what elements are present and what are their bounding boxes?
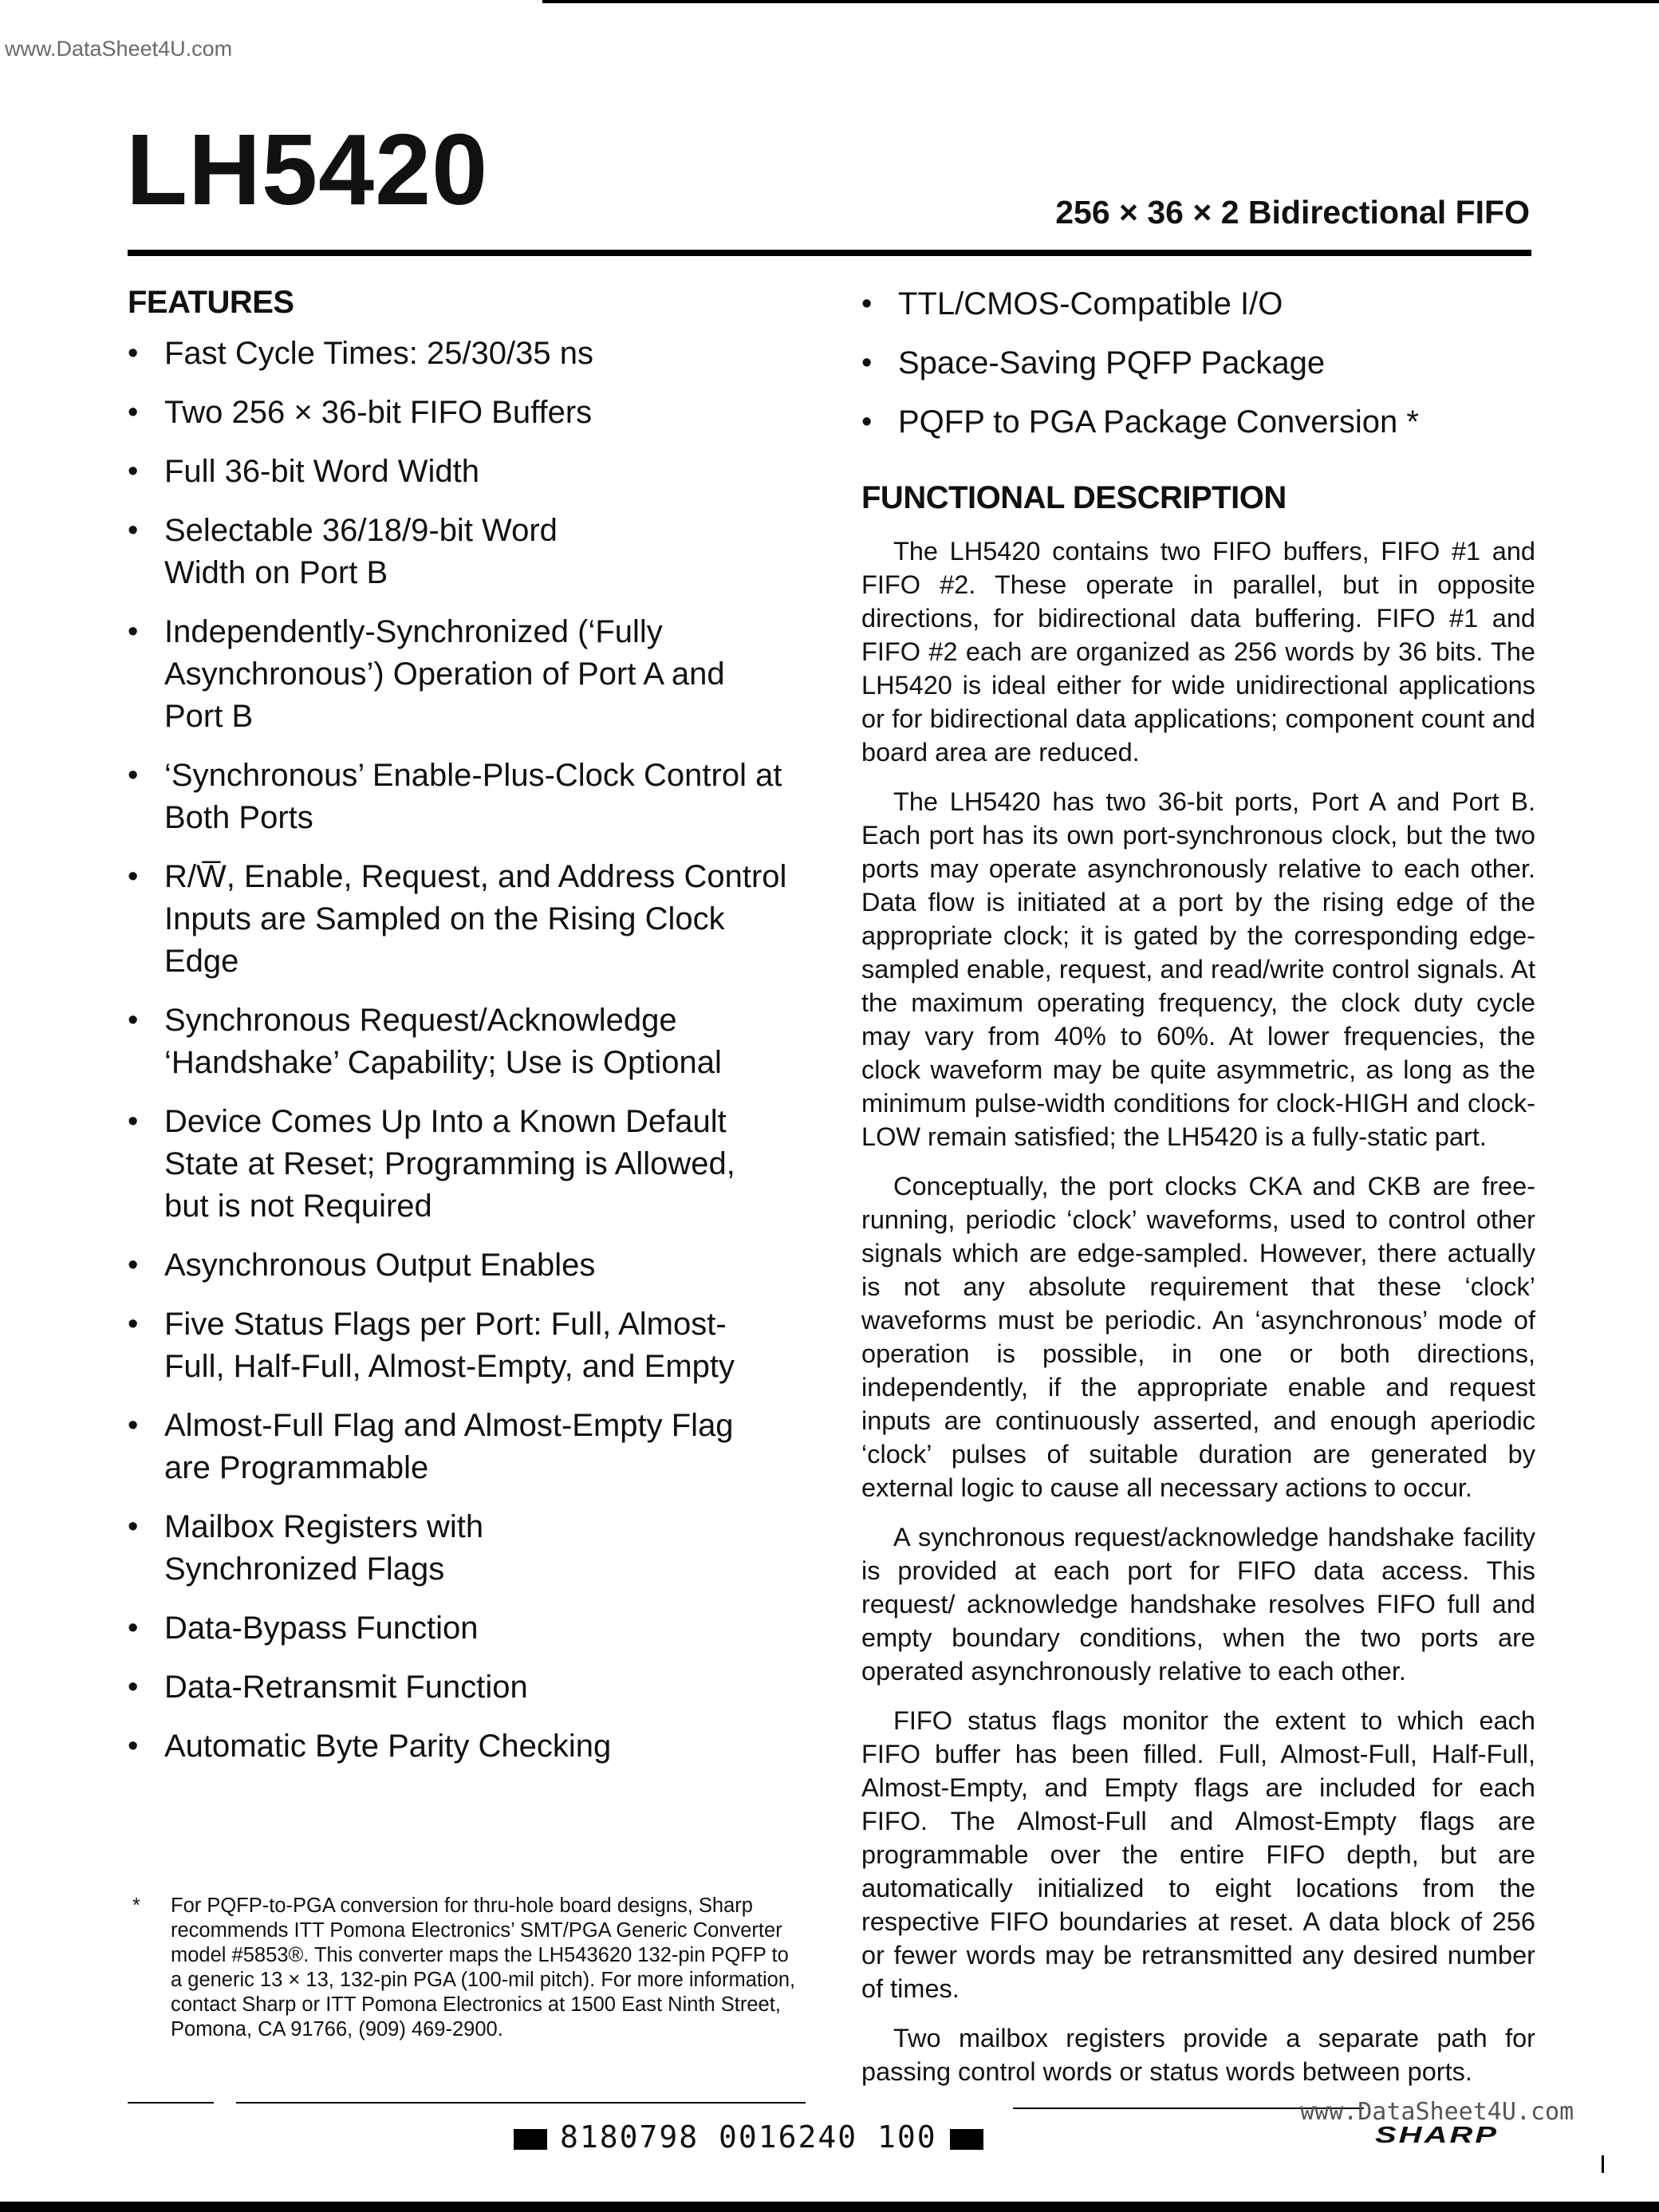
barcode-block-right — [950, 2129, 983, 2150]
feature-item: • Selectable 36/18/9-bit Word Width on Port B — [128, 510, 806, 594]
features-heading: FEATURES — [128, 285, 294, 320]
feature-item: • Mailbox Registers with Synchronized Flags — [128, 1506, 806, 1591]
barcode-row — [501, 2119, 996, 2155]
feature-item: • Data-Retransmit Function — [128, 1666, 806, 1709]
sharp-logo: SHARP — [1375, 2122, 1499, 2148]
feature-item: • Space-Saving PQFP Package — [861, 342, 1535, 384]
watermark-top: www.DataSheet4U.com — [5, 37, 233, 61]
barcode-number: 8180798 0016240 100 — [560, 2119, 937, 2155]
barcode-block-left — [514, 2129, 547, 2150]
document-subtitle: 256 × 36 × 2 Bidirectional FIFO — [1055, 194, 1530, 231]
feature-item: • TTL/CMOS-Compatible I/O — [861, 283, 1535, 325]
feature-item: • PQFP to PGA Package Conversion * — [861, 401, 1535, 444]
description-paragraph: Conceptually, the port clocks CKA and CKB are free-running, periodic ‘clock’ waveforms, used to control other signals which are edge-sampled. However, there actually is not any absolute requirement that these ‘clock’ waveforms must be periodic. An ‘asynchronous’ mode of operation is possible, in one or both directions, independently, if the appropriate enable and request inputs are continuously asserted, and enough aperiodic ‘clock’ pulses of suitable duration are generated by external logic to cause all necessary actions to occur. — [861, 1172, 1535, 1502]
description-paragraph: The LH5420 has two 36-bit ports, Port A and Port B. Each port has its own port-synchronous clock, but the two ports may operate asynchronously relative to each other. Data flow is initiated at a port by the rising edge of the appropriate clock; it is gated by the corresponding edge-sampled enable, request, and read/write control signals. At the maximum operating frequency, the clock duty cycle may vary from 40% to 60%. At lower frequencies, the clock waveform may be quite asymmetric, as long as the minimum pulse-width conditions for clock-HIGH and clock-LOW remain satisfied; the LH5420 is a fully-static part. — [861, 787, 1535, 1151]
feature-item: • Independently-Synchronized (‘Fully Asynchronous’) Operation of Port A and Port B — [128, 611, 806, 738]
left-column — [128, 283, 806, 1784]
footnote-text: For PQFP-to-PGA conversion for thru-hole board designs, Sharp recommends ITT Pomona Electronics’ SMT/PGA Generic Converter model #5853®. This converter maps the LH543620 132-pin PQFP to a generic 13 × 13, 132-pin PGA (100-mil pitch). For more information, contact Sharp or ITT Pomona Electronics at 1500 East Ninth Street, Pomona, CA 91766, (909) 469-2900. — [171, 1895, 796, 2040]
top-edge-line — [542, 0, 1659, 3]
features-list-continued — [861, 283, 1535, 444]
feature-item: • Full 36-bit Word Width — [128, 451, 806, 493]
footer-rule-left — [236, 2102, 806, 2104]
features-list — [128, 333, 806, 1768]
feature-item: • Asynchronous Output Enables — [128, 1244, 806, 1287]
functional-description-heading: FUNCTIONAL DESCRIPTION — [861, 480, 1287, 515]
feature-item: • Automatic Byte Parity Checking — [128, 1725, 806, 1768]
watermark-bottom: www.DataSheet4U.com — [1300, 2098, 1574, 2126]
feature-item: • Data-Bypass Function — [128, 1607, 806, 1650]
feature-item: • Two 256 × 36-bit FIFO Buffers — [128, 392, 806, 434]
description-paragraph: The LH5420 contains two FIFO buffers, FIFO #1 and FIFO #2. These operate in parallel, but in opposite directions, for bidirectional data buffering. FIFO #1 and FIFO #2 each are organized as 256 words by 36 bits. The LH5420 is ideal either for wide unidirectional applications or for bidirectional data applications; component count and board area are reduced. — [861, 537, 1535, 767]
bottom-edge-line — [0, 2202, 1659, 2212]
feature-item: • Five Status Flags per Port: Full, Almost-Full, Half-Full, Almost-Empty, and Empty — [128, 1303, 806, 1388]
description-paragraph: FIFO status flags monitor the extent to which each FIFO buffer has been filled. Full, Almost-Full, Half-Full, Almost-Empty, and Empty flags are included for each FIFO. The Almost-Full and Almost-Empty flags are programmable over the entire FIFO depth, but are automatically initialized to eight locations from the respective FIFO boundaries at reset. A data block of 256 or fewer words may be retransmitted any desired number of times. — [861, 1706, 1535, 2003]
feature-item: • Synchronous Request/Acknowledge ‘Handshake’ Capability; Use is Optional — [128, 1000, 806, 1084]
page-tick-mark — [1602, 2155, 1604, 2173]
footnote — [128, 1894, 806, 2042]
document-title: LH5420 — [126, 113, 489, 226]
description-paragraph: A synchronous request/acknowledge handshake facility is provided at each port for FIFO data access. This request/ acknowledge handshake resolves FIFO full and empty boundary conditions, when the two ports are operated asynchronously relative to each other. — [861, 1523, 1535, 1686]
title-rule — [128, 250, 1531, 256]
feature-item: • ‘Synchronous’ Enable-Plus-Clock Control at Both Ports — [128, 755, 806, 839]
footnote-mark: * — [132, 1895, 140, 1917]
feature-item: • R/W̅, Enable, Request, and Address Control Inputs are Sampled on the Rising Clock Edge — [128, 856, 806, 983]
feature-item: • Almost-Full Flag and Almost-Empty Flag are Programmable — [128, 1405, 806, 1489]
right-column — [861, 283, 1535, 2104]
footer-rule-left-short — [128, 2102, 214, 2104]
feature-item: • Fast Cycle Times: 25/30/35 ns — [128, 333, 806, 375]
description-paragraph: Two mailbox registers provide a separate path for passing control words or status words between ports. — [861, 2024, 1535, 2086]
feature-item: • Device Comes Up Into a Known Default State at Reset; Programming is Allowed, but is not Required — [128, 1101, 806, 1228]
